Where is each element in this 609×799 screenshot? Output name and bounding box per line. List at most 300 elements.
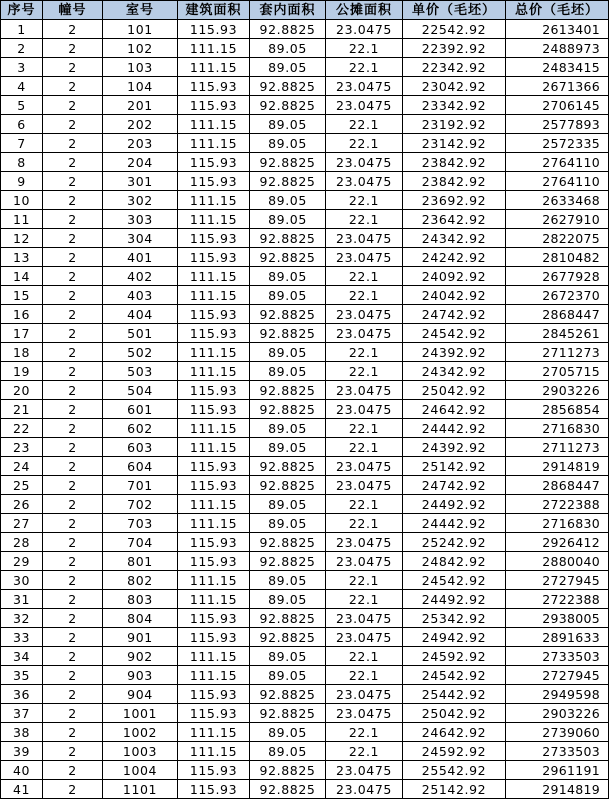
cell-room: 103 (103, 58, 178, 77)
cell-inner-area: 92.8825 (250, 77, 326, 96)
cell-inner-area: 89.05 (250, 514, 326, 533)
table-row (1, 39, 609, 58)
cell-gross-area: 115.93 (178, 248, 250, 267)
table-row (1, 685, 609, 704)
cell-inner-area: 92.8825 (250, 248, 326, 267)
cell-unit-price: 24642.92 (403, 723, 506, 742)
cell-room: 404 (103, 305, 178, 324)
cell-gross-area: 115.93 (178, 704, 250, 723)
cell-index: 18 (1, 343, 43, 362)
cell-building: 2 (43, 191, 103, 210)
cell-inner-area: 89.05 (250, 191, 326, 210)
cell-total-price: 2764110 (506, 153, 609, 172)
cell-room: 1002 (103, 723, 178, 742)
cell-unit-price: 24742.92 (403, 476, 506, 495)
cell-gross-area: 111.15 (178, 742, 250, 761)
cell-inner-area: 92.8825 (250, 704, 326, 723)
cell-building: 2 (43, 742, 103, 761)
cell-shared-area: 23.0475 (326, 457, 403, 476)
cell-total-price: 2613401 (506, 20, 609, 39)
cell-shared-area: 22.1 (326, 286, 403, 305)
cell-shared-area: 23.0475 (326, 609, 403, 628)
cell-gross-area: 115.93 (178, 324, 250, 343)
cell-unit-price: 25142.92 (403, 457, 506, 476)
table-row (1, 343, 609, 362)
cell-unit-price: 25042.92 (403, 381, 506, 400)
cell-shared-area: 23.0475 (326, 77, 403, 96)
cell-shared-area: 23.0475 (326, 324, 403, 343)
cell-shared-area: 22.1 (326, 191, 403, 210)
cell-total-price: 2914819 (506, 780, 609, 799)
table-row (1, 115, 609, 134)
cell-building: 2 (43, 495, 103, 514)
cell-index: 13 (1, 248, 43, 267)
cell-room: 801 (103, 552, 178, 571)
cell-room: 402 (103, 267, 178, 286)
cell-unit-price: 24242.92 (403, 248, 506, 267)
cell-building: 2 (43, 704, 103, 723)
cell-inner-area: 89.05 (250, 590, 326, 609)
cell-inner-area: 89.05 (250, 647, 326, 666)
cell-index: 24 (1, 457, 43, 476)
cell-inner-area: 92.8825 (250, 20, 326, 39)
cell-inner-area: 92.8825 (250, 685, 326, 704)
cell-unit-price: 23342.92 (403, 96, 506, 115)
cell-room: 704 (103, 533, 178, 552)
cell-building: 2 (43, 666, 103, 685)
table-row (1, 438, 609, 457)
table-row (1, 628, 609, 647)
cell-building: 2 (43, 761, 103, 780)
cell-building: 2 (43, 96, 103, 115)
cell-shared-area: 22.1 (326, 723, 403, 742)
cell-inner-area: 89.05 (250, 210, 326, 229)
cell-total-price: 2961191 (506, 761, 609, 780)
cell-room: 903 (103, 666, 178, 685)
cell-unit-price: 25542.92 (403, 761, 506, 780)
cell-building: 2 (43, 571, 103, 590)
cell-index: 37 (1, 704, 43, 723)
cell-building: 2 (43, 628, 103, 647)
cell-building: 2 (43, 324, 103, 343)
table-row (1, 172, 609, 191)
cell-index: 16 (1, 305, 43, 324)
table-row (1, 400, 609, 419)
cell-unit-price: 24442.92 (403, 419, 506, 438)
cell-building: 2 (43, 20, 103, 39)
cell-building: 2 (43, 476, 103, 495)
cell-room: 603 (103, 438, 178, 457)
cell-building: 2 (43, 419, 103, 438)
cell-gross-area: 111.15 (178, 343, 250, 362)
cell-unit-price: 24742.92 (403, 305, 506, 324)
cell-inner-area: 92.8825 (250, 552, 326, 571)
table-row (1, 552, 609, 571)
cell-inner-area: 92.8825 (250, 761, 326, 780)
cell-room: 1003 (103, 742, 178, 761)
cell-unit-price: 24492.92 (403, 495, 506, 514)
table-row (1, 571, 609, 590)
cell-room: 401 (103, 248, 178, 267)
cell-index: 19 (1, 362, 43, 381)
cell-inner-area: 89.05 (250, 134, 326, 153)
cell-shared-area: 23.0475 (326, 248, 403, 267)
cell-room: 701 (103, 476, 178, 495)
cell-gross-area: 115.93 (178, 533, 250, 552)
cell-total-price: 2672370 (506, 286, 609, 305)
cell-unit-price: 24942.92 (403, 628, 506, 647)
table-row (1, 267, 609, 286)
cell-total-price: 2722388 (506, 495, 609, 514)
cell-total-price: 2483415 (506, 58, 609, 77)
cell-total-price: 2706145 (506, 96, 609, 115)
cell-room: 304 (103, 229, 178, 248)
cell-gross-area: 115.93 (178, 400, 250, 419)
cell-unit-price: 24542.92 (403, 324, 506, 343)
cell-index: 25 (1, 476, 43, 495)
cell-inner-area: 89.05 (250, 742, 326, 761)
cell-index: 38 (1, 723, 43, 742)
cell-gross-area: 111.15 (178, 666, 250, 685)
cell-gross-area: 111.15 (178, 495, 250, 514)
cell-room: 601 (103, 400, 178, 419)
cell-shared-area: 23.0475 (326, 533, 403, 552)
cell-unit-price: 24542.92 (403, 666, 506, 685)
cell-gross-area: 115.93 (178, 153, 250, 172)
table-row (1, 324, 609, 343)
cell-total-price: 2633468 (506, 191, 609, 210)
cell-inner-area: 92.8825 (250, 780, 326, 799)
cell-shared-area: 23.0475 (326, 476, 403, 495)
cell-gross-area: 115.93 (178, 20, 250, 39)
cell-gross-area: 111.15 (178, 58, 250, 77)
cell-shared-area: 23.0475 (326, 704, 403, 723)
cell-shared-area: 22.1 (326, 742, 403, 761)
cell-unit-price: 24392.92 (403, 438, 506, 457)
header-index: 序号 (1, 1, 43, 20)
cell-gross-area: 115.93 (178, 77, 250, 96)
cell-inner-area: 92.8825 (250, 96, 326, 115)
cell-index: 35 (1, 666, 43, 685)
header-total-price: 总价（毛坯） (506, 1, 609, 20)
cell-total-price: 2903226 (506, 704, 609, 723)
cell-unit-price: 24092.92 (403, 267, 506, 286)
cell-index: 40 (1, 761, 43, 780)
cell-index: 23 (1, 438, 43, 457)
cell-gross-area: 115.93 (178, 457, 250, 476)
cell-inner-area: 92.8825 (250, 153, 326, 172)
cell-gross-area: 115.93 (178, 476, 250, 495)
cell-index: 30 (1, 571, 43, 590)
header-gross-area: 建筑面积 (178, 1, 250, 20)
table-row (1, 134, 609, 153)
cell-index: 2 (1, 39, 43, 58)
cell-index: 31 (1, 590, 43, 609)
cell-room: 604 (103, 457, 178, 476)
cell-total-price: 2949598 (506, 685, 609, 704)
cell-total-price: 2727945 (506, 571, 609, 590)
cell-shared-area: 23.0475 (326, 153, 403, 172)
cell-building: 2 (43, 647, 103, 666)
table-row (1, 210, 609, 229)
cell-room: 802 (103, 571, 178, 590)
cell-gross-area: 111.15 (178, 210, 250, 229)
table-row (1, 609, 609, 628)
header-inner-area: 套内面积 (250, 1, 326, 20)
cell-index: 29 (1, 552, 43, 571)
table-row (1, 666, 609, 685)
table-row (1, 647, 609, 666)
cell-index: 34 (1, 647, 43, 666)
cell-inner-area: 89.05 (250, 115, 326, 134)
cell-unit-price: 23692.92 (403, 191, 506, 210)
cell-gross-area: 111.15 (178, 590, 250, 609)
cell-index: 21 (1, 400, 43, 419)
cell-unit-price: 22542.92 (403, 20, 506, 39)
cell-inner-area: 89.05 (250, 362, 326, 381)
header-unit-price: 单价（毛坯） (403, 1, 506, 20)
cell-total-price: 2711273 (506, 343, 609, 362)
cell-room: 902 (103, 647, 178, 666)
cell-shared-area: 22.1 (326, 514, 403, 533)
cell-index: 3 (1, 58, 43, 77)
cell-inner-area: 89.05 (250, 58, 326, 77)
table-row (1, 419, 609, 438)
cell-unit-price: 24542.92 (403, 571, 506, 590)
cell-room: 301 (103, 172, 178, 191)
cell-total-price: 2810482 (506, 248, 609, 267)
cell-gross-area: 115.93 (178, 381, 250, 400)
cell-building: 2 (43, 343, 103, 362)
cell-inner-area: 89.05 (250, 419, 326, 438)
cell-total-price: 2727945 (506, 666, 609, 685)
cell-inner-area: 92.8825 (250, 628, 326, 647)
cell-shared-area: 23.0475 (326, 381, 403, 400)
cell-gross-area: 115.93 (178, 172, 250, 191)
cell-index: 20 (1, 381, 43, 400)
cell-total-price: 2764110 (506, 172, 609, 191)
cell-shared-area: 23.0475 (326, 685, 403, 704)
cell-unit-price: 24842.92 (403, 552, 506, 571)
table-row (1, 286, 609, 305)
table-row (1, 514, 609, 533)
cell-gross-area: 115.93 (178, 761, 250, 780)
cell-total-price: 2868447 (506, 305, 609, 324)
cell-gross-area: 115.93 (178, 780, 250, 799)
cell-building: 2 (43, 248, 103, 267)
cell-inner-area: 92.8825 (250, 457, 326, 476)
cell-gross-area: 111.15 (178, 514, 250, 533)
cell-total-price: 2938005 (506, 609, 609, 628)
cell-building: 2 (43, 153, 103, 172)
cell-total-price: 2488973 (506, 39, 609, 58)
cell-index: 6 (1, 115, 43, 134)
cell-inner-area: 92.8825 (250, 381, 326, 400)
cell-shared-area: 22.1 (326, 590, 403, 609)
cell-inner-area: 89.05 (250, 267, 326, 286)
cell-total-price: 2739060 (506, 723, 609, 742)
cell-inner-area: 92.8825 (250, 229, 326, 248)
cell-shared-area: 23.0475 (326, 96, 403, 115)
cell-total-price: 2868447 (506, 476, 609, 495)
cell-index: 27 (1, 514, 43, 533)
table-row (1, 590, 609, 609)
cell-room: 502 (103, 343, 178, 362)
cell-index: 12 (1, 229, 43, 248)
cell-index: 9 (1, 172, 43, 191)
cell-total-price: 2733503 (506, 647, 609, 666)
cell-building: 2 (43, 381, 103, 400)
cell-building: 2 (43, 438, 103, 457)
cell-unit-price: 24442.92 (403, 514, 506, 533)
cell-room: 303 (103, 210, 178, 229)
cell-gross-area: 111.15 (178, 419, 250, 438)
table-row (1, 191, 609, 210)
cell-unit-price: 24492.92 (403, 590, 506, 609)
cell-gross-area: 115.93 (178, 96, 250, 115)
cell-building: 2 (43, 780, 103, 799)
cell-building: 2 (43, 723, 103, 742)
cell-shared-area: 23.0475 (326, 229, 403, 248)
cell-building: 2 (43, 39, 103, 58)
cell-shared-area: 22.1 (326, 267, 403, 286)
cell-inner-area: 89.05 (250, 438, 326, 457)
cell-shared-area: 22.1 (326, 438, 403, 457)
cell-index: 4 (1, 77, 43, 96)
cell-gross-area: 111.15 (178, 571, 250, 590)
cell-unit-price: 25042.92 (403, 704, 506, 723)
cell-gross-area: 115.93 (178, 609, 250, 628)
cell-room: 504 (103, 381, 178, 400)
table-row (1, 723, 609, 742)
cell-building: 2 (43, 115, 103, 134)
cell-unit-price: 22392.92 (403, 39, 506, 58)
cell-building: 2 (43, 552, 103, 571)
table-row (1, 229, 609, 248)
cell-gross-area: 115.93 (178, 229, 250, 248)
cell-inner-area: 92.8825 (250, 476, 326, 495)
cell-building: 2 (43, 590, 103, 609)
cell-inner-area: 89.05 (250, 723, 326, 742)
cell-unit-price: 24342.92 (403, 362, 506, 381)
table-row (1, 476, 609, 495)
cell-building: 2 (43, 267, 103, 286)
cell-shared-area: 23.0475 (326, 305, 403, 324)
cell-unit-price: 24042.92 (403, 286, 506, 305)
cell-inner-area: 92.8825 (250, 324, 326, 343)
cell-gross-area: 115.93 (178, 628, 250, 647)
cell-room: 904 (103, 685, 178, 704)
cell-room: 101 (103, 20, 178, 39)
cell-room: 803 (103, 590, 178, 609)
cell-total-price: 2733503 (506, 742, 609, 761)
cell-inner-area: 89.05 (250, 343, 326, 362)
cell-room: 102 (103, 39, 178, 58)
cell-index: 28 (1, 533, 43, 552)
cell-total-price: 2903226 (506, 381, 609, 400)
cell-index: 41 (1, 780, 43, 799)
cell-room: 302 (103, 191, 178, 210)
cell-shared-area: 22.1 (326, 647, 403, 666)
cell-total-price: 2572335 (506, 134, 609, 153)
cell-total-price: 2914819 (506, 457, 609, 476)
cell-inner-area: 92.8825 (250, 400, 326, 419)
cell-index: 36 (1, 685, 43, 704)
cell-gross-area: 111.15 (178, 267, 250, 286)
table-row (1, 533, 609, 552)
table-row (1, 20, 609, 39)
cell-unit-price: 24592.92 (403, 742, 506, 761)
cell-building: 2 (43, 514, 103, 533)
cell-gross-area: 115.93 (178, 305, 250, 324)
cell-building: 2 (43, 457, 103, 476)
cell-index: 5 (1, 96, 43, 115)
cell-unit-price: 24392.92 (403, 343, 506, 362)
cell-unit-price: 23642.92 (403, 210, 506, 229)
table-row (1, 742, 609, 761)
cell-total-price: 2822075 (506, 229, 609, 248)
cell-building: 2 (43, 609, 103, 628)
cell-building: 2 (43, 400, 103, 419)
cell-shared-area: 23.0475 (326, 400, 403, 419)
cell-room: 104 (103, 77, 178, 96)
cell-shared-area: 22.1 (326, 115, 403, 134)
cell-building: 2 (43, 533, 103, 552)
cell-building: 2 (43, 58, 103, 77)
cell-unit-price: 22342.92 (403, 58, 506, 77)
cell-building: 2 (43, 286, 103, 305)
cell-shared-area: 23.0475 (326, 172, 403, 191)
cell-room: 503 (103, 362, 178, 381)
table-row (1, 58, 609, 77)
cell-index: 32 (1, 609, 43, 628)
cell-gross-area: 111.15 (178, 286, 250, 305)
cell-unit-price: 23842.92 (403, 153, 506, 172)
cell-shared-area: 23.0475 (326, 552, 403, 571)
cell-gross-area: 115.93 (178, 685, 250, 704)
cell-unit-price: 25242.92 (403, 533, 506, 552)
cell-inner-area: 89.05 (250, 286, 326, 305)
table-row (1, 457, 609, 476)
cell-unit-price: 23142.92 (403, 134, 506, 153)
cell-shared-area: 22.1 (326, 210, 403, 229)
table-row (1, 495, 609, 514)
table-row (1, 362, 609, 381)
cell-total-price: 2891633 (506, 628, 609, 647)
header-shared-area: 公摊面积 (326, 1, 403, 20)
cell-room: 501 (103, 324, 178, 343)
cell-index: 11 (1, 210, 43, 229)
cell-inner-area: 92.8825 (250, 172, 326, 191)
cell-unit-price: 24642.92 (403, 400, 506, 419)
cell-shared-area: 22.1 (326, 134, 403, 153)
cell-inner-area: 89.05 (250, 495, 326, 514)
cell-unit-price: 25442.92 (403, 685, 506, 704)
cell-unit-price: 23192.92 (403, 115, 506, 134)
cell-building: 2 (43, 685, 103, 704)
cell-total-price: 2845261 (506, 324, 609, 343)
table-row (1, 248, 609, 267)
cell-room: 702 (103, 495, 178, 514)
cell-gross-area: 111.15 (178, 362, 250, 381)
cell-gross-area: 111.15 (178, 438, 250, 457)
cell-building: 2 (43, 77, 103, 96)
cell-building: 2 (43, 305, 103, 324)
cell-inner-area: 92.8825 (250, 305, 326, 324)
cell-shared-area: 22.1 (326, 571, 403, 590)
cell-index: 15 (1, 286, 43, 305)
cell-building: 2 (43, 210, 103, 229)
